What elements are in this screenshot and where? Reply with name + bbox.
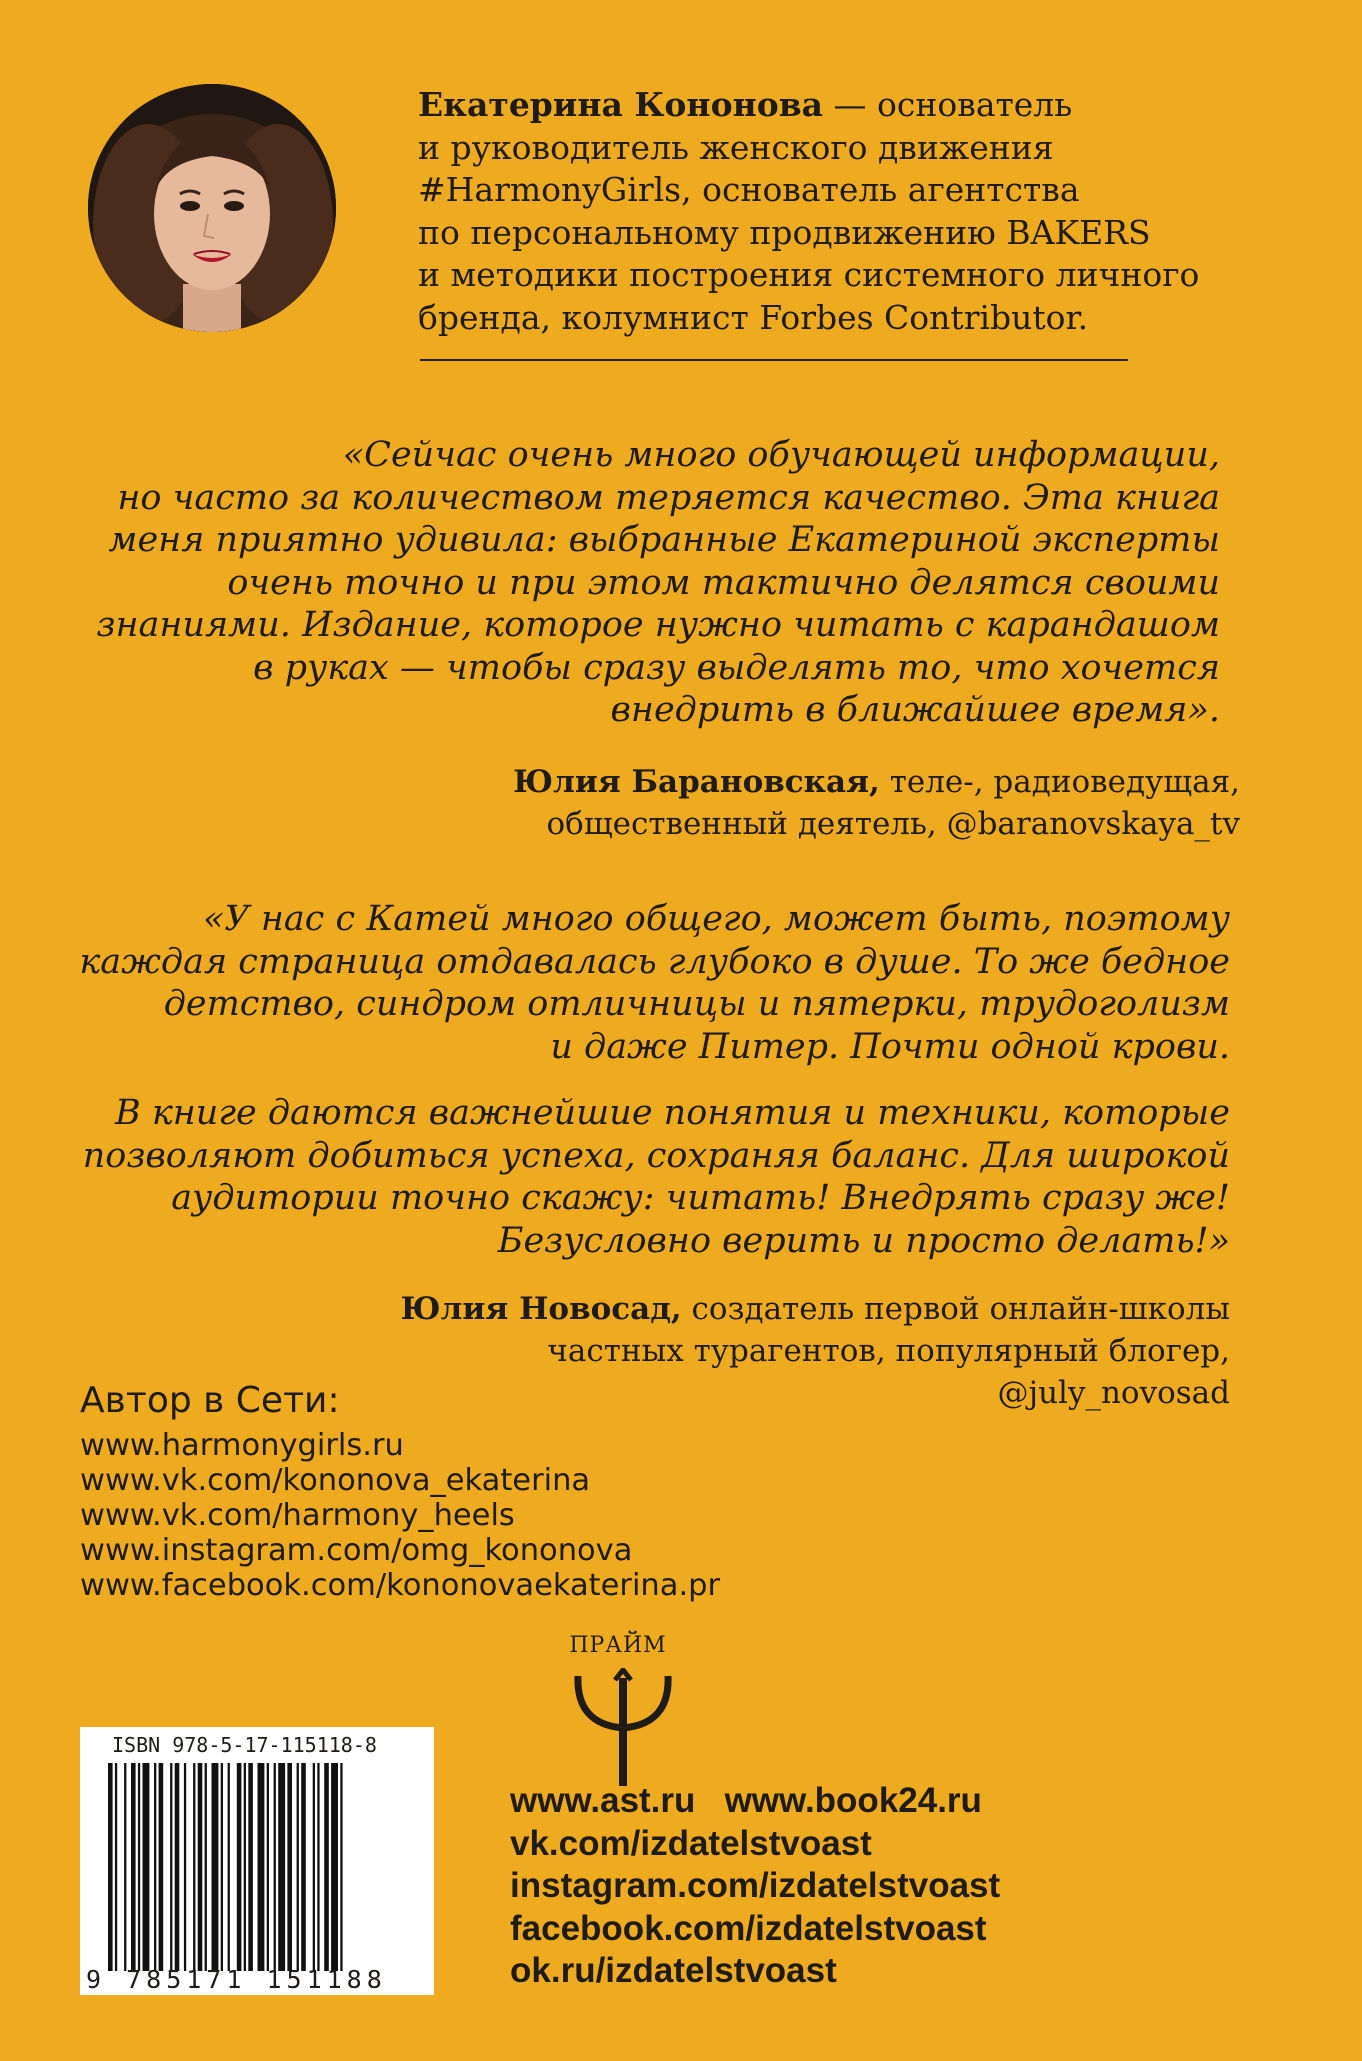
quote-line: меня приятно удивила: выбранные Екатериной эксперты [108,520,1220,560]
author-link[interactable]: www.facebook.com/kononovaekaterina.pr [80,1568,721,1603]
barcode-bar [324,1763,329,1971]
quote-line: в руках — чтобы сразу выделять то, что хочется [253,647,1220,688]
barcode-bar [228,1763,230,1971]
barcode-bar [237,1763,242,1971]
psi-trident-icon [568,1668,678,1788]
bio-line: бренда, колумнист Forbes Contributor. [418,297,1089,337]
author-link[interactable]: www.instagram.com/omg_kononova [80,1533,633,1568]
quote-line: внедрить в ближайшее время». [610,690,1220,730]
barcode-bar [278,1763,285,1971]
barcode-bar [244,1763,246,1971]
bio-line: #HarmonyGirls, основатель агентства [418,170,1080,209]
barcode-bar [248,1763,253,1971]
barcode-bar [108,1763,113,1971]
review-quote-2 [40,898,1230,1068]
author-link[interactable]: www.vk.com/harmony_heels [80,1498,515,1533]
quote-line: аудитории точно скажу: читать! Внедрять сразу же! [171,1178,1230,1218]
quote-line: но часто за количеством теряется качество. Эта книга [117,477,1220,518]
quote-line: каждая страница отдавалась глубоко в душе. То же бедное [79,941,1230,982]
bio-line: по персональному продвижению BAKERS [418,212,1151,252]
reviewer-name: Юлия Барановская, [513,764,880,800]
quote-line: «Сейчас очень много обучающей информации, [342,435,1220,475]
bio-line: и руководитель женского движения [418,127,1054,167]
author-photo [88,84,336,332]
barcode-bar [175,1763,180,1971]
author-portrait [88,84,336,332]
author-bio [418,84,1228,339]
barcode-bar [205,1763,207,1971]
barcode-bar [159,1763,164,1971]
review-attribution-1 [300,761,1240,845]
quote-line: Безусловно верить и просто делать!» [497,1220,1230,1261]
barcode-bar [267,1763,269,1971]
reviewer-role: общественный деятель, @baranovskaya_tv [546,806,1240,842]
barcode-bar [317,1763,319,1971]
reviewer-role: теле-, радиоведущая, [879,764,1240,800]
barcode-bar [115,1763,117,1971]
publisher-name: ПРАЙМ [569,1633,667,1658]
isbn-label: ISBN 978-5-17-115118-8 [112,1733,377,1757]
quote-line: очень точно и при этом тактично делятся своими [227,562,1220,603]
quote-line: «У нас с Катей много общего, может быть, поэтому [202,899,1230,939]
barcode [80,1727,434,1995]
author-name: Екатерина Кононова [418,85,824,124]
barcode-bar [340,1763,342,1971]
barcode-bar [143,1763,150,1971]
author-link[interactable]: www.harmonygirls.ru [80,1428,404,1463]
author-links [80,1428,720,1603]
quote-line: знаниями. Издание, которое нужно читать с карандашом [96,605,1220,645]
publisher-links [510,1780,1000,1993]
publisher-link[interactable]: instagram.com/izdatelstvoast [510,1866,1001,1905]
barcode-bar [212,1763,219,1971]
divider-line [420,359,1128,361]
review-quote-1 [40,434,1220,732]
barcode-bar [258,1763,265,1971]
barcode-digits: 9 785171 151188 [86,1965,387,1994]
author-online-heading: Автор в Сети: [80,1380,340,1421]
barcode-bar [274,1763,276,1971]
author-link[interactable]: www.vk.com/kononova_ekaterina [80,1463,591,1498]
review-quote-2-continued [40,1092,1230,1262]
quote-line: позволяют добиться успеха, сохраняя баланс. Для широкой [82,1135,1230,1176]
barcode-bar [193,1763,195,1971]
barcode-bar [154,1763,156,1971]
barcode-bar [138,1763,140,1971]
quote-line: В книге даются важнейшие понятия и техники, которые [114,1093,1230,1133]
publisher-link[interactable]: vk.com/izdatelstvoast [510,1823,872,1863]
reviewer-role: создатель первой онлайн-школы [681,1291,1230,1327]
quote-line: детство, синдром отличницы и пятерки, трудоголизм [163,984,1230,1024]
barcode-bar [198,1763,203,1971]
bio-line: — основатель [823,85,1073,124]
barcode-bar [170,1763,172,1971]
reviewer-role: @july_novosad [997,1375,1230,1411]
quote-line: и даже Питер. Почти одной крови. [550,1026,1230,1067]
reviewer-name: Юлия Новосад, [400,1291,682,1327]
barcode-bar [287,1763,292,1971]
barcode-bar [131,1763,136,1971]
reviewer-role: частных турагентов, популярный блогер, [547,1333,1230,1369]
publisher-link[interactable]: www.ast.ru www.book24.ru [510,1781,982,1820]
barcode-bar [184,1763,186,1971]
barcode-bar [124,1763,126,1971]
review-attribution-2 [300,1288,1230,1414]
barcode-bar [221,1763,223,1971]
barcode-bar [301,1763,306,1971]
barcode-bar [297,1763,299,1971]
bio-line: и методики построения системного личного [418,255,1200,294]
barcode-bar [331,1763,338,1971]
barcode-bar [313,1763,315,1971]
publisher-link[interactable]: facebook.com/izdatelstvoast [510,1908,987,1948]
barcode-bars [108,1763,408,1971]
publisher-link[interactable]: ok.ru/izdatelstvoast [510,1951,837,1990]
